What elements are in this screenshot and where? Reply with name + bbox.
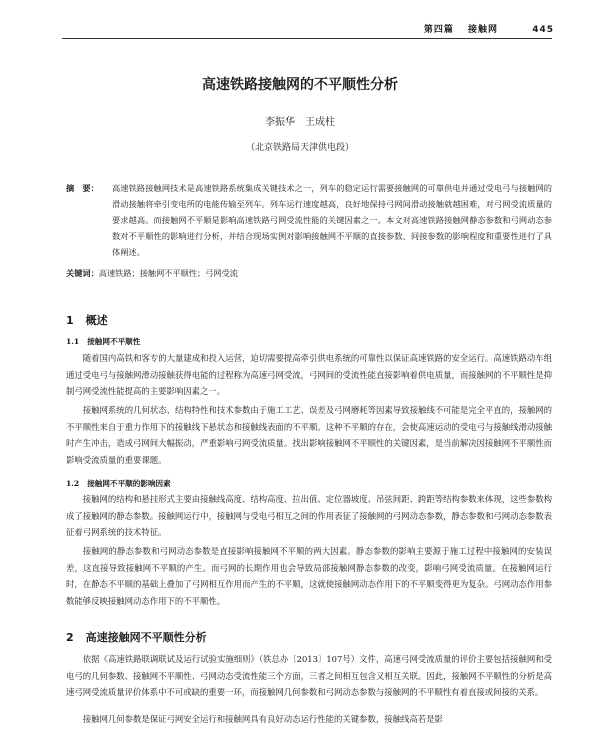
paragraph: 接触网的结构和悬挂形式主要由接触线高度、结构高度、拉出值、定位器坡度、吊弦间距、跨距等结构参数来体现，这些参数构成了接触网的静态参数。接触网运行中，接触网与受电弓相互之间的作用表征了接触网的弓网动态参数，静态参数和弓网动态参数表征着弓网系统的技术特征。 [66, 494, 552, 537]
authors: 李振华 王成柱 [265, 117, 335, 128]
section-heading [66, 629, 207, 645]
header-section: 接触网 [468, 25, 499, 35]
paragraph: 随着国内高铁和客专的大量建成和投入运营，迫切需要提高牵引供电系统的可靠性以保证高速铁路的安全运行。高速铁路动车组通过受电弓与接触网滑动接触获得电能的过程称为高速弓网受流，弓网间的受流性能直接影响着供电质量，而接触网的不平顺性是抑制弓网受流性能提高的主要影响因素之一。 [66, 353, 552, 396]
abstract [66, 180, 552, 260]
section-title: 高速接触网不平顺性分析 [85, 631, 207, 644]
keywords-label: 关键词： [66, 268, 99, 278]
paragraph: 接触网系统的几何状态、结构特性和技术参数由于施工工艺、误差及弓网磨耗等因素导致接触线不可能是完全平直的，接触网的不平顺性来自于重力作用下的接触线下悬状态和接触线表面的不平顺。这种不平顺的存在，会使高速运动的受电弓与接触线滑动接触时产生冲击，造成弓网间大幅振动，严重影响弓网受流质量。找出影响接触网不平顺性的关键因素，是当前解决因接触网不平顺性而影响受流质量的重要课题。 [66, 405, 552, 465]
abstract-label: 摘 要： [66, 183, 99, 193]
section-title: 概述 [85, 314, 108, 327]
subsection-number: 1.1 [66, 337, 80, 346]
header-part: 第四篇 [423, 25, 454, 35]
section-number: 1 [66, 314, 74, 327]
header-page-number: 445 [532, 25, 554, 35]
subsection-heading [66, 336, 140, 347]
paragraph: 接触网几何参数是保证弓网安全运行和接触网具有良好动态运行性能的关键参数，接触线高若是影 [82, 714, 443, 724]
subsection-heading [66, 478, 171, 489]
paper-title: 高速铁路接触网的不平顺性分析 [202, 77, 398, 93]
subsection-title: 接触网不平顺性 [87, 337, 141, 346]
subsection-title: 接触网不平顺的影响因素 [87, 479, 171, 488]
keywords [66, 268, 552, 279]
subsection-number: 1.2 [66, 479, 80, 488]
paragraph: 接触网的静态参数和弓网动态参数是直接影响接触网不平顺的两大因素。静态参数的影响主要源于施工过程中接触网的安装误差，这直接导致接触网不平顺的产生。而弓网的长期作用也会导致局部接触网静态参数的改变，影响弓网受流质量。在接触网运行时，在静态不平顺的基础上叠加了弓网相互作用而产生的不平顺，这就使接触网动态作用下的不平顺变得更为复杂。弓网动态作用参数能够反映接触网动态作用下的不平顺性。 [66, 546, 552, 606]
paragraph: 依据《高速铁路联调联试及运行试验实施细则》（铁总办〔2013〕107号）文件，高速弓网受流质量的评价主要包括接触网和受电弓的几何参数、接触网不平顺性、弓网动态受流性能三个方面，三者之间相互包含又相互关联。因此，接触网不平顺性的分析是高速弓网受流质量评价体系中不可或缺的重要一环，而接触网几何参数和弓网动态参数与接触网的不平顺性有着直接或间接的关系。 [66, 654, 552, 697]
abstract-text: 高速铁路接触网技术是高速铁路系统集成关键技术之一，列车的稳定运行需要接触网的可靠供电并通过受电弓与接触网的滑动接触将牵引变电所的电能传输至列车。列车运行速度越高，良好地保持弓网间滑动接触就越困难，对弓网受流质量的要求越高。而接触网不平顺是影响高速铁路弓网受流性能的关键因素之一。本文对高速铁路接触网静态参数和弓网动态参数对不平顺性的影响进行分析，并结合现场实例对影响接触网不平顺的直接参数、间接参数的影响程度和重要性进行了具体阐述。 [112, 183, 552, 257]
running-header [414, 22, 554, 35]
header-rule [62, 38, 552, 39]
keywords-text: 高速铁路；接触网不平顺性；弓网受流 [98, 268, 238, 278]
affiliation: （北京铁路局天津供电段） [245, 143, 354, 153]
section-heading [66, 312, 108, 328]
section-number: 2 [66, 631, 74, 644]
